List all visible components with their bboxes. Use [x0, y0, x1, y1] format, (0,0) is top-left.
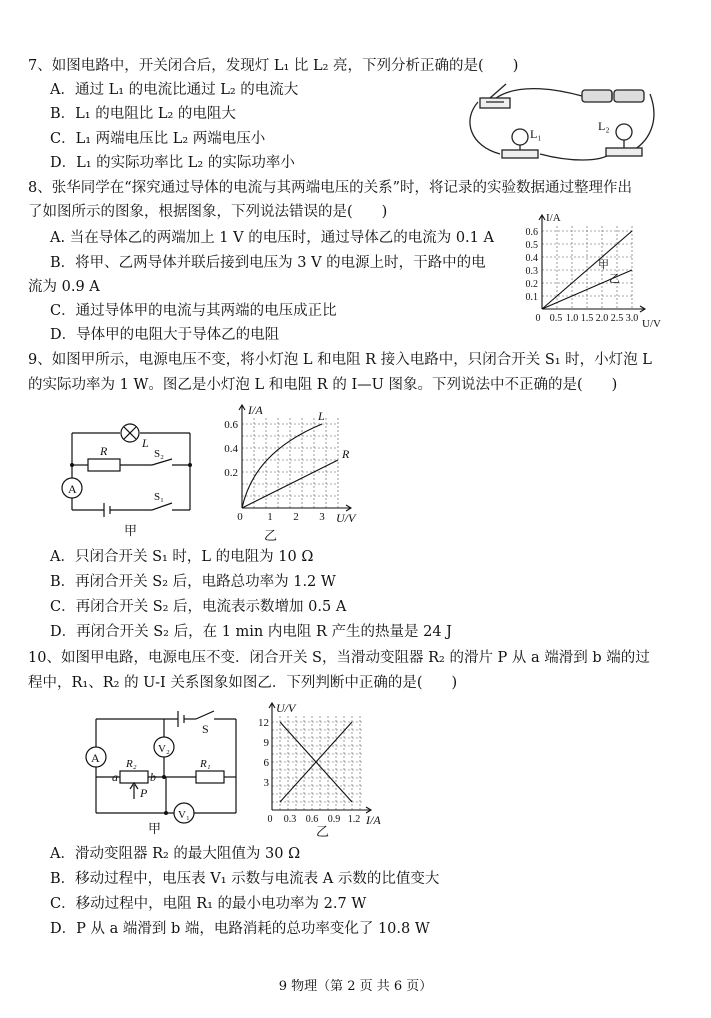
q10-y-tick: 6: [263, 757, 269, 769]
q10-slider-p-label: P: [140, 786, 148, 800]
q8-x-tick: 2.0: [595, 313, 609, 324]
q10-x-axis-label: I/A: [366, 813, 381, 827]
q10-ui-chart: [254, 700, 394, 840]
q10-y-tick: 12: [258, 717, 269, 729]
q7-circuit-figure: [460, 80, 660, 164]
q9-s1-label: S₁: [154, 491, 164, 503]
q9-circuit-caption: 甲: [124, 523, 138, 538]
q9-lamp-label: L: [142, 436, 149, 450]
q8-y-tick: 0.5: [525, 240, 538, 251]
q10-option-c: C．移动过程中，电阻 R₁ 的最小电功率为 2.7 W: [50, 896, 367, 912]
q7-option-c: C．L₁ 两端电压比 L₂ 两端电压小: [50, 131, 266, 147]
q10-circuit-figure: [78, 705, 248, 840]
q8-y-tick: 0.3: [525, 266, 538, 277]
q9-stem-line1: 9、如图甲所示，电源电压不变，将小灯泡 L 和电阻 R 接入电路中，只闭合开关 S₁ 时，小灯泡 L: [28, 352, 652, 368]
q9-y-axis-label: I/A: [248, 403, 263, 417]
page-footer: 9 物理（第 2 页 共 6 页）: [278, 979, 433, 994]
q8-y-tick: 0.1: [525, 292, 538, 303]
q9-x-tick: 0: [237, 511, 243, 523]
q9-option-d: D．再闭合开关 S₂ 后，在 1 min 内电阻 R 产生的热量是 24 J: [50, 624, 452, 640]
q8-x-tick: 1.0: [565, 313, 579, 324]
q10-chart-caption: 乙: [316, 824, 330, 839]
q8-option-a: A. 当在导体乙的两端加上 1 V 的电压时，通过导体乙的电流为 0.1 A: [50, 230, 494, 246]
q10-x-tick: 0.6: [305, 814, 319, 825]
q8-x-tick: 0: [535, 313, 541, 324]
q9-curve-label-l: L: [318, 409, 325, 423]
q7-option-b: B．L₁ 的电阻比 L₂ 的电阻大: [50, 106, 236, 122]
q9-x-tick: 1: [267, 511, 273, 523]
q10-y-axis-label: U/V: [276, 701, 296, 715]
q8-x-tick: 1.5: [580, 313, 594, 324]
q9-y-tick: 0.6: [224, 419, 238, 431]
q10-option-b: B．移动过程中，电压表 V₁ 示数与电流表 A 示数的比值变大: [50, 871, 440, 887]
q10-y-tick: 9: [263, 737, 269, 749]
q8-stem-line2: 了如图所示的图象，根据图象，下列说法错误的是( ): [28, 204, 388, 220]
q10-option-d: D．P 从 a 端滑到 b 端，电路消耗的总功率变化了 10.8 W: [50, 921, 430, 937]
q9-curve-label-r: R: [342, 447, 350, 461]
q9-option-a: A．只闭合开关 S₁ 时，L 的电阻为 10 Ω: [50, 549, 314, 565]
q8-option-d: D．导体甲的电阻大于导体乙的电阻: [50, 327, 280, 343]
q9-resistor-label: R: [100, 444, 108, 458]
q10-x-tick: 0.9: [327, 814, 341, 825]
q10-end-b-label: b: [150, 770, 156, 784]
q10-v1-label: V₁: [178, 809, 190, 821]
q10-s-label: S: [202, 722, 209, 736]
q8-x-axis-label: U/V: [642, 318, 661, 330]
q9-iu-chart: [214, 402, 374, 547]
q10-y-tick: 3: [263, 777, 269, 789]
q9-y-tick: 0.4: [224, 443, 238, 455]
q8-y-axis-label: I/A: [546, 212, 561, 224]
q10-option-a: A．滑动变阻器 R₂ 的最大阻值为 30 Ω: [50, 846, 301, 862]
q10-circuit-caption: 甲: [148, 821, 162, 836]
q9-chart-caption: 乙: [264, 528, 278, 543]
q8-option-c: C．通过导体甲的电流与其两端的电压成正比: [50, 303, 337, 319]
q10-x-tick: 1.2: [347, 814, 361, 825]
q9-stem-line2: 的实际功率为 1 W。图乙是小灯泡 L 和电阻 R 的 I—U 图象。下列说法中不正确的是( ): [28, 377, 618, 393]
q7-option-d: D．L₁ 的实际功率比 L₂ 的实际功率小: [50, 155, 295, 171]
q10-ammeter-label: A: [91, 751, 100, 765]
q10-r1-label: R₁: [200, 758, 211, 770]
q7-label-l2: L₂: [598, 119, 610, 133]
q10-r2-label: R₂: [126, 758, 137, 770]
q9-option-c: C．再闭合开关 S₂ 后，电流表示数增加 0.5 A: [50, 599, 347, 615]
q8-option-b-cont: 流为 0.9 A: [28, 279, 100, 295]
q9-y-tick: 0.2: [224, 467, 238, 479]
q9-x-tick: 2: [293, 511, 299, 523]
q7-option-a: A．通过 L₁ 的电流比通过 L₂ 的电流大: [50, 82, 299, 98]
q7-label-l1: L₁: [530, 127, 542, 141]
q9-option-b: B．再闭合开关 S₂ 后，电路总功率为 1.2 W: [50, 574, 336, 590]
q9-x-axis-label: U/V: [336, 511, 356, 525]
q10-stem-line2: 程中，R₁、R₂ 的 U-I 关系图象如图乙．下列判断中正确的是( ): [28, 675, 458, 691]
q8-y-tick: 0.2: [525, 279, 538, 290]
q8-line-label-yi: 乙: [609, 273, 620, 285]
q8-x-tick: 3.0: [625, 313, 639, 324]
q8-iu-chart: [508, 210, 678, 330]
q10-stem-line1: 10、如图甲电路，电源电压不变．闭合开关 S，当滑动变阻器 R₂ 的滑片 P 从 a 端滑到 b 端的过: [28, 650, 650, 666]
q10-v2-label: V₂: [158, 743, 170, 755]
q9-circuit-figure: [58, 415, 198, 540]
q8-line-label-jia: 甲: [598, 259, 609, 271]
q9-s2-label: S₂: [154, 448, 164, 460]
q9-ammeter-label: A: [68, 482, 77, 496]
q8-x-tick: 0.5: [549, 313, 563, 324]
q10-end-a-label: a: [112, 770, 118, 784]
q8-option-b: B．将甲、乙两导体并联后接到电压为 3 V 的电源上时，干路中的电: [50, 255, 486, 271]
q8-stem-line1: 8、张华同学在“探究通过导体的电流与其两端电压的关系”时，将记录的实验数据通过整理作出: [28, 180, 633, 196]
q10-x-tick: 0.3: [283, 814, 297, 825]
q8-x-tick: 2.5: [610, 313, 624, 324]
q9-x-tick: 3: [319, 511, 325, 523]
q8-y-tick: 0.4: [525, 253, 538, 264]
q10-x-tick: 0: [267, 814, 273, 825]
q8-y-tick: 0.6: [525, 227, 538, 238]
q7-stem: 7、如图电路中，开关闭合后，发现灯 L₁ 比 L₂ 亮，下列分析正确的是( ): [28, 58, 519, 74]
